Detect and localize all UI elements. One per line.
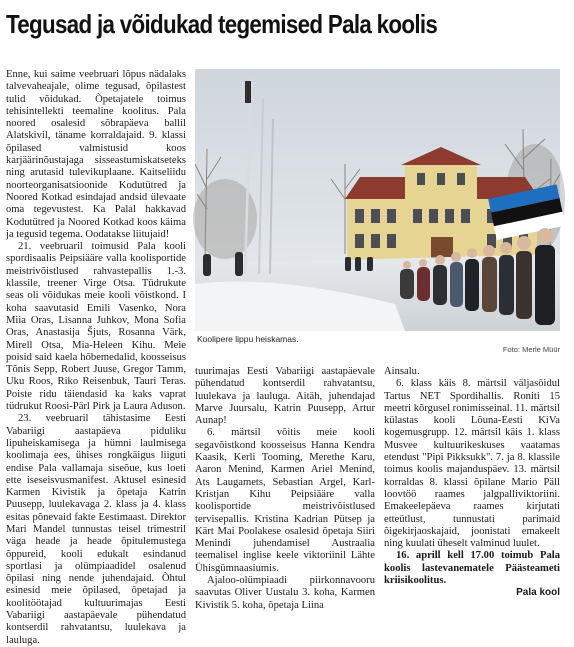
paragraph: 6. klass käis 8. märtsil väljasõidul Tartus NET Spordihallis. Roniti 15 meetri kõrgusel ronimisseinal. 11. märtsil külastas kooli Lõuna-Eesti KiVa kogemusgrupp. 12. märtsil käis 1. klass Musvee kultuurikeskuses vaatamas etendust "Pipi Pikksukk". 7. ja 8. klassile toimus koolis majanduspäev. 13. märtsil korraldas 8. klassi õpilane Mario Päll loovtöö raames jalgpalliviktoriini. Emakeelepäeva raames kirjutati etteütlust, tunnustati parimaid õigekirjaoskajaid, joonistati emakeelt ning kuulati üheselt valminud luulet. — [384, 378, 560, 550]
paragraph: 23. veebruaril tähistasime Eesti Vabariigi aastapäeva piduliku lipuheiskamisega ja hümni laulmisega koolimaja ees, ühises rongkäigus liiguti endise Pala vallamaja siseõue, kus loeti ette iseseisvusmanifest. Aktusel esinesid Karmen Kivistik ja õpetaja Katrin Puusepp, luulekavaga 2. klass ja 4. klass esitas põnevaid fakte Eestimaast. Direktor Mari Mandel tunnustas teisel trimestril väga heade ja heade õpitulemustega õppureid, kooli edukalt esindanud sportlasi ja olümpiaadidel osalenud õpilasi ning nende juhendajaid. Õhtul esinesid meie õpilased, õpetajad ja koolitöötajad kultuurimajas Eesti Vabariigi aastapäevale pühendatud kontserdil rahvatantsu, luulekava ja lauluga. — [6, 413, 186, 646]
photo-caption: Koolipere lippu heiskamas. — [197, 334, 299, 344]
paragraph: Enne, kui saime veebruari lõpus nädalaks talvevaheajale, olime tegusad, õpilastest tulid võidukad. Õpetajatele toimus tehisintellekti teemaline koolitus. Pala noored osalesid sõbrapäeva ballil Alatskivil, täname korraldajaid. 9. klassi õpilased valmistusid koos karjäärinõustajaga sisseastumiskatseteks ning arutasid tulevikuplaane. Kaitseliidu noorteorganisatsioonide Kodutütred ja Noored Kotkad esindajad andsid ülevaate oma tegevustest. Ka Palal hakkavad Kodutütred ja Noored Kotkad koos käima ja tegusid tegema. Oodatakse liitujaid! — [6, 69, 186, 240]
signature: Pala kool — [516, 587, 560, 599]
paragraph: Ainsalu. — [384, 366, 420, 377]
article-column-3 — [384, 366, 560, 612]
paragraph: tuurimajas Eesti Vabariigi aastapäevale pühendatud kontserdil rahvatantsu, luulekava ja lauluga. Aitäh, juhendajad Marve Juursalu, Katrin Puusepp, Artur Aunap! — [195, 366, 375, 427]
article-column-2 — [195, 366, 375, 612]
article-column-1 — [6, 69, 186, 646]
flag-raising-photo — [195, 69, 560, 331]
paragraph: 21. veebruaril toimusid Pala kooli spordisaalis Peipsiääre valla koolisportide meistrivõistlused rahvastepallis 1.-3. klassile, treener Virge Otsa. Tüdrukute seas oli võidukas meie kooli võistkond. I koha saavutasid Emili Vasenko, Nora Miia Oras, Lisanna Juhkov, Mona Sofia Oras, Anastasija Šjuts, Rosanna Värk, Mirell Otsa, Mia-Heleen Kihu. Meie poisid said kaela hõbemedalid, koosseisus Tõnis Sepp, Robert Juuse, Gregor Tamm, Uku Roos, Riko Reisenbuk, Tauri Teras. Poiste ridu täiendasid ka kaks vaprat tüdrukut Roosi-Pärl Pirk ja Laura Aduson. — [6, 241, 186, 413]
article-title: Tegusad ja võidukad tegemised Pala koolis — [6, 9, 438, 39]
paragraph: 6. märtsil võitis meie kooli segavõistkond koosseisus Hanna Kendra Kaasik, Kerli Tooming, Merethe Karu, Aaron Menind, Karmen Ariel Menind, Ats Laugamets, Sebastian Argel, Karl-Kristjan Kihu Peipsiääre valla koolisportide meistrivõistlused tervisepallis. Kristina Kadrian Pütsep ja Kärt Mai Poolakese osalesid õpetaja Siiri Menindi juhendamisel Austraalia teemalisel inglise keele viktoriinil Lähte Ühisgümnaasiumis. — [195, 427, 375, 574]
photo-credit: Foto: Merle Müür — [502, 345, 560, 354]
paragraph: Ajaloo-olümpiaadi piirkonnavooru saavutas Oliver Uustalu 3. koha, Karmen Kivistik 5. koha, õpetaja Liina — [195, 575, 375, 611]
event-announcement: 16. aprill kell 17.00 toimub Pala koolis lastevanematele Päästeameti kriisikoolitus. — [384, 550, 560, 587]
article-photo — [195, 69, 560, 331]
